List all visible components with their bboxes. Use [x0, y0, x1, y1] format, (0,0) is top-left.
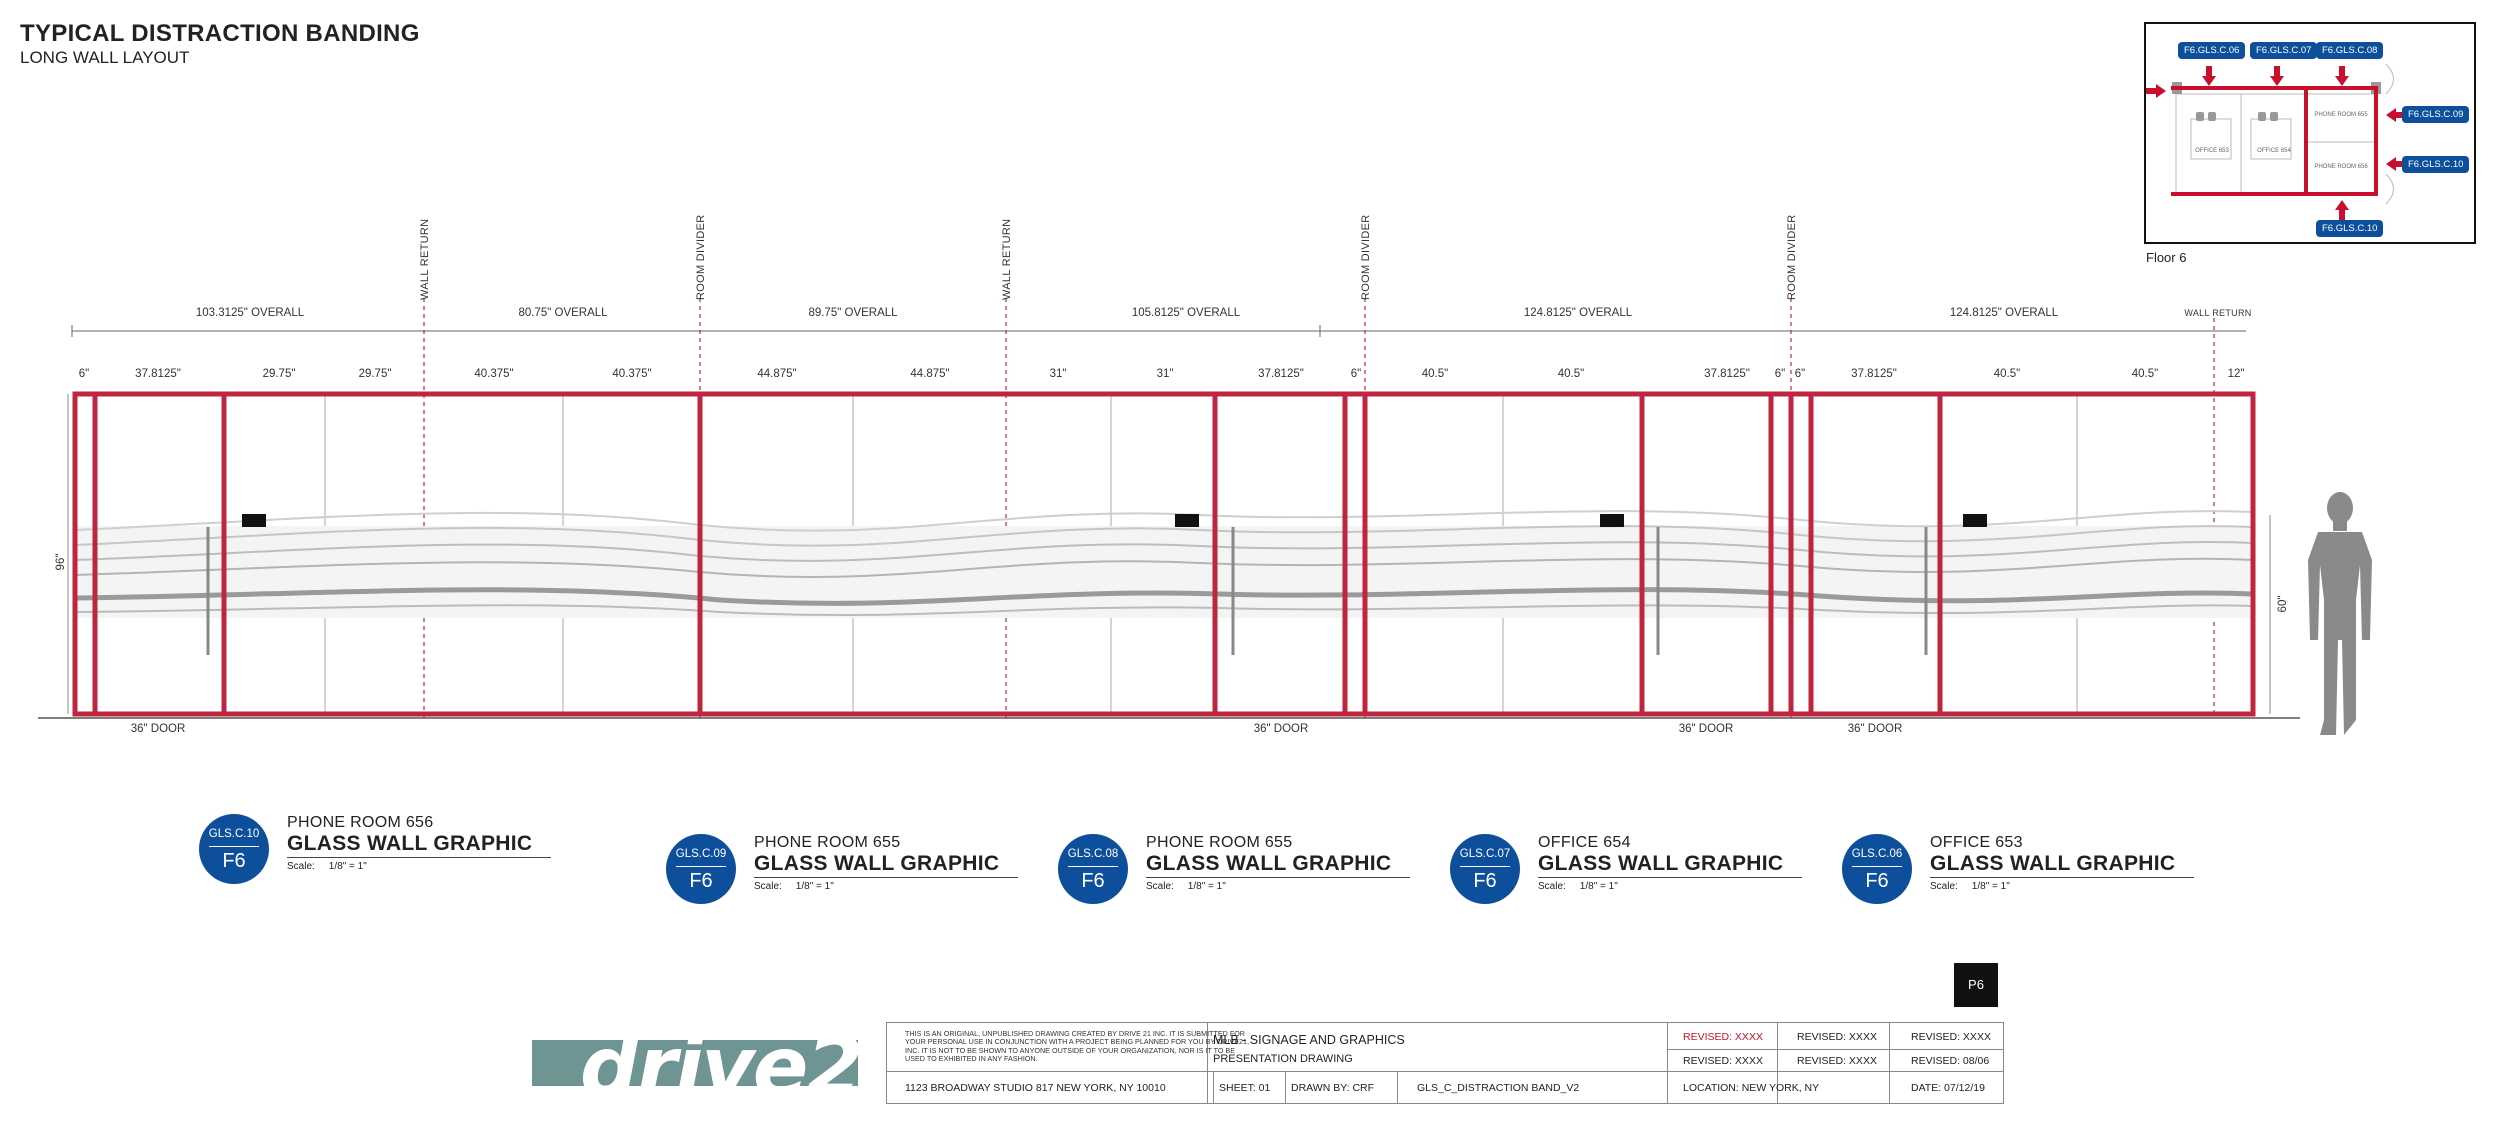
callout-scale: Scale: 1/8" = 1": [287, 861, 367, 872]
panel-dim: 40.375": [612, 368, 652, 380]
revision: REVISED: 08/06: [1911, 1055, 1990, 1067]
callout-badge: [1842, 834, 1912, 904]
studio-address: 1123 BROADWAY STUDIO 817 NEW YORK, NY 10010: [905, 1082, 1166, 1094]
callout-title: GLASS WALL GRAPHIC: [287, 832, 551, 858]
keyplan-room: PHONE ROOM 655: [2314, 112, 2368, 118]
sheet-number: SHEET: 01: [1219, 1082, 1271, 1094]
overall-dim: 124.8125" OVERALL: [1523, 307, 1633, 319]
door-label: 36" DOOR: [1253, 723, 1309, 735]
keyplan-badge: F6.GLS.C.10: [2402, 156, 2469, 173]
callout-room: PHONE ROOM 655: [754, 834, 901, 851]
panel-dim: 40.5": [1421, 368, 1449, 380]
overall-dim: 89.75" OVERALL: [808, 307, 898, 319]
file-name: GLS_C_DISTRACTION BAND_V2: [1417, 1082, 1580, 1094]
callout-badge: [1450, 834, 1520, 904]
keyplan-room: PHONE ROOM 656: [2314, 164, 2368, 170]
panel-dim: 37.8125": [1851, 368, 1897, 380]
drawing-date: DATE: 07/12/19: [1911, 1082, 1985, 1094]
callout-badge: [666, 834, 736, 904]
panel-dim: 44.875": [757, 368, 797, 380]
section-label: ROOM DIVIDER: [1360, 214, 1372, 300]
callout-room: OFFICE 654: [1538, 834, 1631, 851]
section-label: WALL RETURN: [1001, 218, 1013, 300]
callout-code: GLS.C.09: [675, 848, 727, 860]
panel-dim: 37.8125": [1258, 368, 1304, 380]
drawing-type: PRESENTATION DRAWING: [1213, 1053, 1353, 1065]
drawing-title: TYPICAL DISTRACTION BANDING: [20, 20, 420, 47]
callout-scale: Scale: 1/8" = 1": [754, 881, 834, 892]
end-label: WALL RETURN: [2184, 308, 2252, 318]
revision: REVISED: XXXX: [1797, 1055, 1877, 1067]
callout-floor: F6: [1473, 870, 1497, 892]
overall-dim: 105.8125" OVERALL: [1131, 307, 1241, 319]
panel-dim: 31": [1049, 368, 1067, 380]
panel-dim: 40.5": [1557, 368, 1585, 380]
door-label: 36" DOOR: [1678, 723, 1734, 735]
location: LOCATION: NEW YORK, NY: [1683, 1082, 1820, 1094]
callout-floor: F6: [1865, 870, 1889, 892]
panel-dim: 44.875": [910, 368, 950, 380]
callout-gls-c10: [199, 814, 559, 894]
panel-dim: 29.75": [358, 368, 392, 380]
panel-dim: 31": [1156, 368, 1174, 380]
callout-code: GLS.C.08: [1067, 848, 1119, 860]
callout-room: OFFICE 653: [1930, 834, 2023, 851]
callout-title: GLASS WALL GRAPHIC: [1538, 852, 1802, 878]
panel-dim: 40.5": [1993, 368, 2021, 380]
callout-room: PHONE ROOM 656: [287, 814, 434, 831]
drive21-logo: drive21: [532, 1040, 858, 1086]
panel-dim: 40.375": [474, 368, 514, 380]
key-plan: [2144, 22, 2476, 244]
drawn-by: DRAWN BY: CRF: [1291, 1082, 1375, 1094]
callout-badge: [199, 814, 269, 884]
section-label: ROOM DIVIDER: [695, 214, 707, 300]
panel-dim: 6": [1774, 368, 1786, 380]
keyplan-floor-label: Floor 6: [2146, 250, 2187, 265]
revision: REVISED: XXXX: [1683, 1055, 1763, 1067]
callout-gls-c06: [1842, 834, 2202, 914]
project-name: MLB - SIGNAGE AND GRAPHICS: [1213, 1033, 1405, 1047]
callout-code: GLS.C.10: [208, 828, 260, 840]
revision: REVISED: XXXX: [1683, 1031, 1763, 1043]
section-label: WALL RETURN: [419, 218, 431, 300]
keyplan-room: OFFICE 654: [2257, 148, 2291, 154]
keyplan-badge: F6.GLS.C.10: [2316, 220, 2383, 237]
callout-scale: Scale: 1/8" = 1": [1146, 881, 1226, 892]
callout-code: GLS.C.06: [1851, 848, 1903, 860]
callout-floor: F6: [222, 850, 246, 872]
callout-title: GLASS WALL GRAPHIC: [1146, 852, 1410, 878]
callout-scale: Scale: 1/8" = 1": [1538, 881, 1618, 892]
revision: REVISED: XXXX: [1797, 1031, 1877, 1043]
panel-dim: 40.5": [2131, 368, 2159, 380]
page-number-badge: P6: [1954, 963, 1998, 1007]
callout-floor: F6: [1081, 870, 1105, 892]
callout-gls-c08: [1058, 834, 1418, 914]
callout-title: GLASS WALL GRAPHIC: [754, 852, 1018, 878]
keyplan-badge: F6.GLS.C.08: [2316, 42, 2383, 59]
panel-dim: 12": [2227, 368, 2245, 380]
callout-badge: [1058, 834, 1128, 904]
keyplan-room: OFFICE 653: [2195, 148, 2229, 154]
title-block: [886, 1022, 2004, 1104]
keyplan-badge: F6.GLS.C.09: [2402, 106, 2469, 123]
callout-floor: F6: [689, 870, 713, 892]
person-silhouette-icon: [2308, 492, 2372, 735]
overall-dim: 103.3125" OVERALL: [195, 307, 305, 319]
callout-gls-c09: [666, 834, 1026, 914]
panel-dim: 37.8125": [135, 368, 181, 380]
panel-dim: 6": [78, 368, 90, 380]
revision: REVISED: XXXX: [1911, 1031, 1991, 1043]
keyplan-badge: F6.GLS.C.07: [2250, 42, 2317, 59]
door-label: 36" DOOR: [1847, 723, 1903, 735]
overall-dim: 80.75" OVERALL: [518, 307, 608, 319]
overall-dim: 124.8125" OVERALL: [1949, 307, 2059, 319]
callout-gls-c07: [1450, 834, 1810, 914]
disclaimer-text: THIS IS AN ORIGINAL, UNPUBLISHED DRAWING CREATED BY DRIVE 21 INC. IT IS SUBMITTED FOR YOUR PERSONAL USE IN CONJUNCTION WITH A PROJECT BEING PLANNED FOR YOU BY DRIVE21, INC. IT IS NOT TO BE SHOWN TO ANYONE OUTSIDE OF YOUR ORGANIZATION, NOR IS IT TO BE USED TO EXHIBITED IN ANY FASHION.: [905, 1029, 1250, 1064]
callout-scale: Scale: 1/8" = 1": [1930, 881, 2010, 892]
panel-dim: 37.8125": [1704, 368, 1750, 380]
callout-title: GLASS WALL GRAPHIC: [1930, 852, 2194, 878]
panel-dim: 6": [1794, 368, 1806, 380]
height-dim-left: 96": [55, 553, 67, 571]
door-label: 36" DOOR: [130, 723, 186, 735]
section-label: ROOM DIVIDER: [1786, 214, 1798, 300]
height-dim-right: 60": [2277, 595, 2289, 613]
keyplan-badge: F6.GLS.C.06: [2178, 42, 2245, 59]
callout-room: PHONE ROOM 655: [1146, 834, 1293, 851]
callout-code: GLS.C.07: [1459, 848, 1511, 860]
panel-dim: 29.75": [262, 368, 296, 380]
panel-dim: 6": [1350, 368, 1362, 380]
drawing-subtitle: LONG WALL LAYOUT: [20, 48, 190, 67]
